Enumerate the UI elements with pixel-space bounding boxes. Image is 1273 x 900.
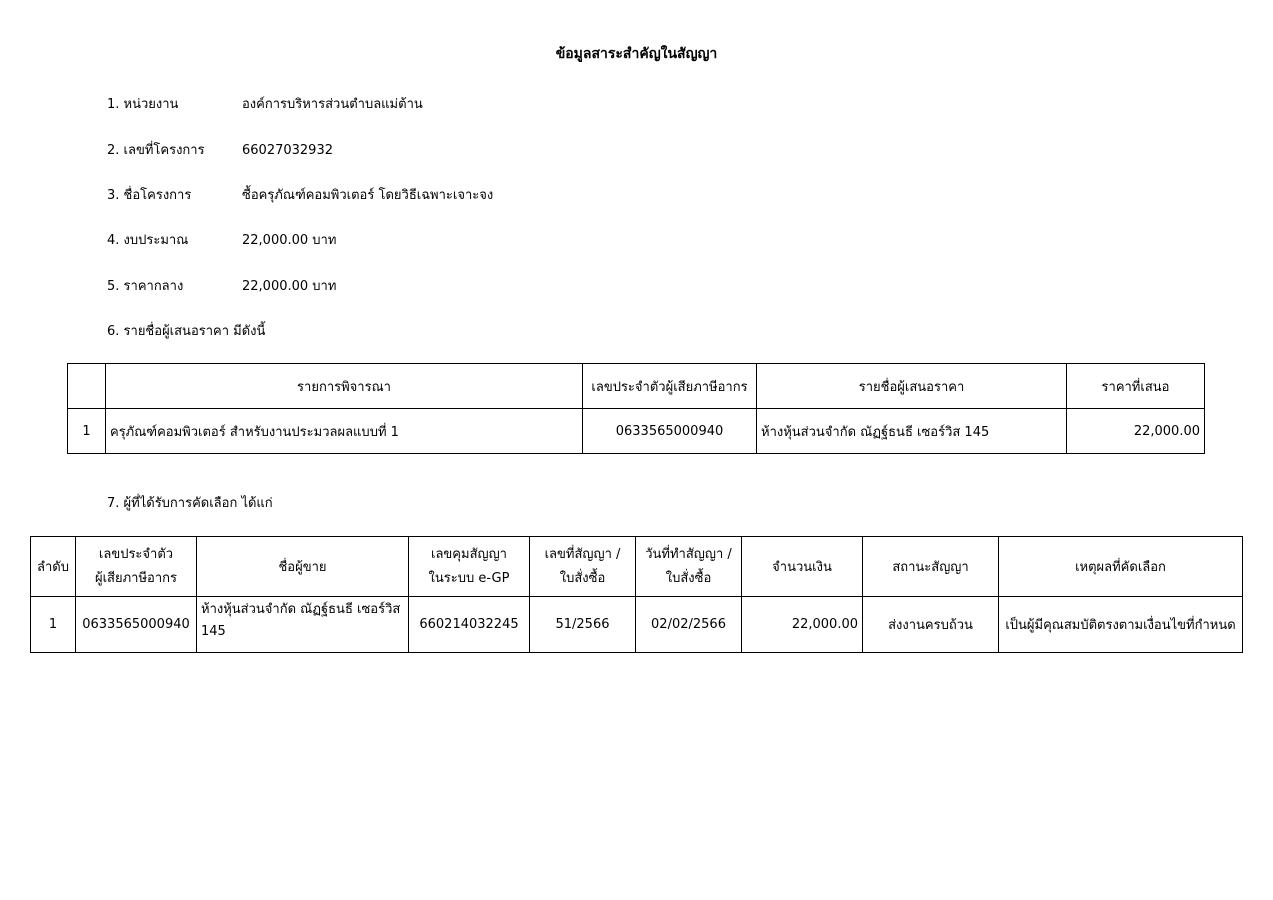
info-label: 2. เลขที่โครงการ	[107, 143, 205, 158]
info-value: ซื้อครุภัณฑ์คอมพิวเตอร์ โดยวิธีเฉพาะเจาะจง	[242, 188, 494, 203]
table-header-row	[31, 537, 1243, 597]
header-cell-contract-date	[636, 537, 742, 597]
header-text: เลขประจำตัว	[98, 546, 174, 562]
header-text: ผู้เสียภาษีอากร	[94, 570, 177, 586]
cell-status: ส่งงานครบถ้วน	[863, 597, 999, 653]
header-cell-contract-no	[530, 537, 636, 597]
info-label: 3. ชื่อโครงการ	[107, 188, 192, 203]
header-cell-price: ราคาที่เสนอ	[1067, 364, 1205, 409]
cell-item: ครุภัณฑ์คอมพิวเตอร์ สำหรับงานประมวลผลแบบที่ 1	[106, 409, 583, 454]
section-winners-label: 7. ผู้ที่ได้รับการคัดเลือก ได้แก่	[107, 496, 273, 511]
bidders-table	[67, 363, 1205, 454]
cell-no: 1	[68, 409, 106, 454]
header-text: วันที่ทำสัญญา /	[645, 546, 732, 562]
header-text: เลขที่สัญญา /	[544, 546, 621, 562]
cell-bidder: ห้างหุ้นส่วนจำกัด ณัฏฐ์ธนธี เซอร์วิส 145	[757, 409, 1067, 454]
cell-seller: ห้างหุ้นส่วนจำกัด ณัฏฐ์ธนธี เซอร์วิส 145	[197, 597, 409, 653]
header-cell-reason: เหตุผลที่คัดเลือก	[999, 537, 1243, 597]
header-text: ใบสั่งซื้อ	[665, 570, 712, 586]
header-text: เลขคุมสัญญา	[431, 546, 507, 562]
header-cell-bidder: รายชื่อผู้เสนอราคา	[757, 364, 1067, 409]
cell-reason: เป็นผู้มีคุณสมบัติตรงตามเงื่อนไขที่กำหนด	[999, 597, 1243, 653]
cell-price: 22,000.00	[1067, 409, 1205, 454]
info-label: 5. ราคากลาง	[107, 279, 184, 294]
header-cell-control-no	[409, 537, 530, 597]
table-row	[68, 409, 1205, 454]
header-text: ใบสั่งซื้อ	[559, 570, 606, 586]
cell-tax-id: 0633565000940	[76, 597, 197, 653]
info-value: 22,000.00 บาท	[242, 279, 337, 294]
document-title: ข้อมูลสาระสำคัญในสัญญา	[555, 46, 718, 62]
cell-tax-id: 0633565000940	[583, 409, 757, 454]
header-cell-index	[68, 364, 106, 409]
header-cell-status: สถานะสัญญา	[863, 537, 999, 597]
header-cell-no: ลำดับ	[31, 537, 76, 597]
cell-control-no: 660214032245	[409, 597, 530, 653]
cell-amount: 22,000.00	[742, 597, 863, 653]
info-value: 22,000.00 บาท	[242, 233, 337, 248]
info-value: องค์การบริหารส่วนตำบลแม่ต้าน	[242, 97, 423, 112]
header-cell-item: รายการพิจารณา	[106, 364, 583, 409]
info-value: 66027032932	[242, 143, 333, 158]
cell-contract-no: 51/2566	[530, 597, 636, 653]
info-label: 1. หน่วยงาน	[107, 97, 179, 112]
cell-no: 1	[31, 597, 76, 653]
info-label: 4. งบประมาณ	[107, 233, 189, 248]
header-text: ในระบบ e-GP	[428, 570, 510, 586]
header-cell-tax-id	[76, 537, 197, 597]
table-row	[31, 597, 1243, 653]
header-cell-tax-id: เลขประจำตัวผู้เสียภาษีอากร	[583, 364, 757, 409]
section-bidders-label: 6. รายชื่อผู้เสนอราคา มีดังนี้	[107, 324, 266, 339]
header-cell-seller: ชื่อผู้ขาย	[197, 537, 409, 597]
winners-table	[30, 536, 1243, 653]
header-cell-amount: จำนวนเงิน	[742, 537, 863, 597]
cell-contract-date: 02/02/2566	[636, 597, 742, 653]
table-header-row	[68, 364, 1205, 409]
